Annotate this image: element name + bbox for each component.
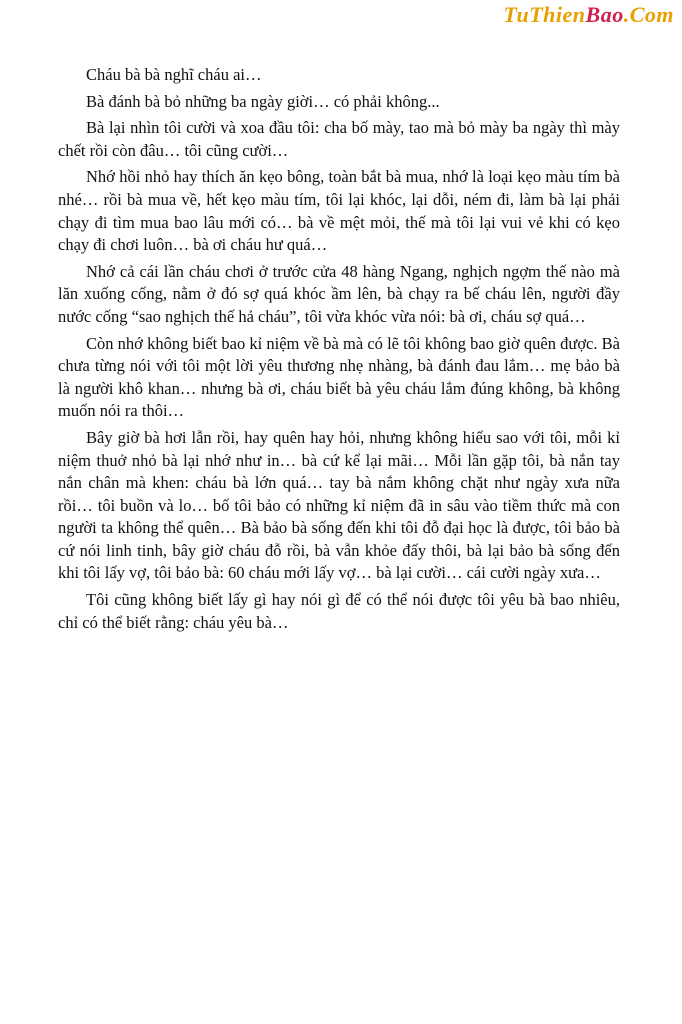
paragraph: Tôi cũng không biết lấy gì hay nói gì để có thể nói được tôi yêu bà bao nhiêu, chỉ có thể biết rằng: cháu yêu bà… [58,590,620,632]
watermark-part-3: .Com [623,2,674,27]
watermark-logo [503,2,674,28]
paragraph: Nhớ hồi nhỏ hay thích ăn kẹo bông, toàn bắt bà mua, nhớ là loại kẹo màu tím bà nhé… rồi bà mua về, hết kẹo màu tím, tôi lại khóc, lại dỗi, ném đi, làm bà lại phải chạy đi tìm mua bao lâu mới có… bà về mệt mỏi, thế mà tôi lại vui vẻ khi có kẹo chạy đi chơi luôn… bà ơi cháu hư quá… [58,167,620,255]
paragraph: Bà lại nhìn tôi cười và xoa đầu tôi: cha bố mày, tao mà bỏ mày ba ngày thì mày chết rồi còn đâu… tôi cũng cười… [58,118,620,160]
watermark-part-2: Bao [585,2,624,27]
paragraph: Nhớ cả cái lần cháu chơi ở trước cửa 48 hàng Ngang, nghịch ngợm thế nào mà lăn xuống cống, nằm ở đó sợ quá khóc ầm lên, bà chạy ra bế cháu lên, người đầy nước cống “sao nghịch thế hả cháu”, tôi vừa khóc vừa nói: bà ơi, cháu sợ quá… [58,261,620,326]
watermark-part-1: TuThien [503,2,586,27]
document-body [58,64,620,638]
paragraph: Còn nhớ không biết bao kỉ niệm về bà mà có lẽ tôi không bao giờ quên được. Bà chưa từng nói với tôi một lời yêu thương nhẹ nhàng, bà đánh đau lắm… mẹ bảo bà là người khô khan… nhưng bà ơi, cháu biết bà yêu cháu lắm đúng không, bà không muốn nói ra thôi… [58,333,620,421]
paragraph: Cháu bà bà nghĩ cháu ai… [86,65,262,84]
paragraph: Bây giờ bà hơi lẫn rồi, hay quên hay hỏi, nhưng không hiểu sao với tôi, mỗi kỉ niệm thuở nhỏ bà lại nhớ như in… bà cứ kể lại mãi… Mỗi lần gặp tôi, bà nắn tay nắn chân mà khen: cháu bà lớn quá… tay bà nắm không chặt như ngày xưa nữa rồi… tôi buồn và lo… bố tôi bảo có những kỉ niệm đã in sâu vào tiềm thức mà con người ta không thể quên… Bà bảo bà sống đến khi tôi đỗ đại học là được, tôi bảo bà cứ nói linh tinh, bây giờ cháu đỗ rồi, bà vẫn khỏe đấy thôi, bà lại bảo bà sống đến khi tôi lấy vợ, tôi bảo bà: 60 cháu mới lấy vợ… bà lại cười… cái cười ngày xưa… [58,427,620,583]
paragraph: Bà đánh bà bỏ những ba ngày giời… có phải không... [86,91,440,111]
